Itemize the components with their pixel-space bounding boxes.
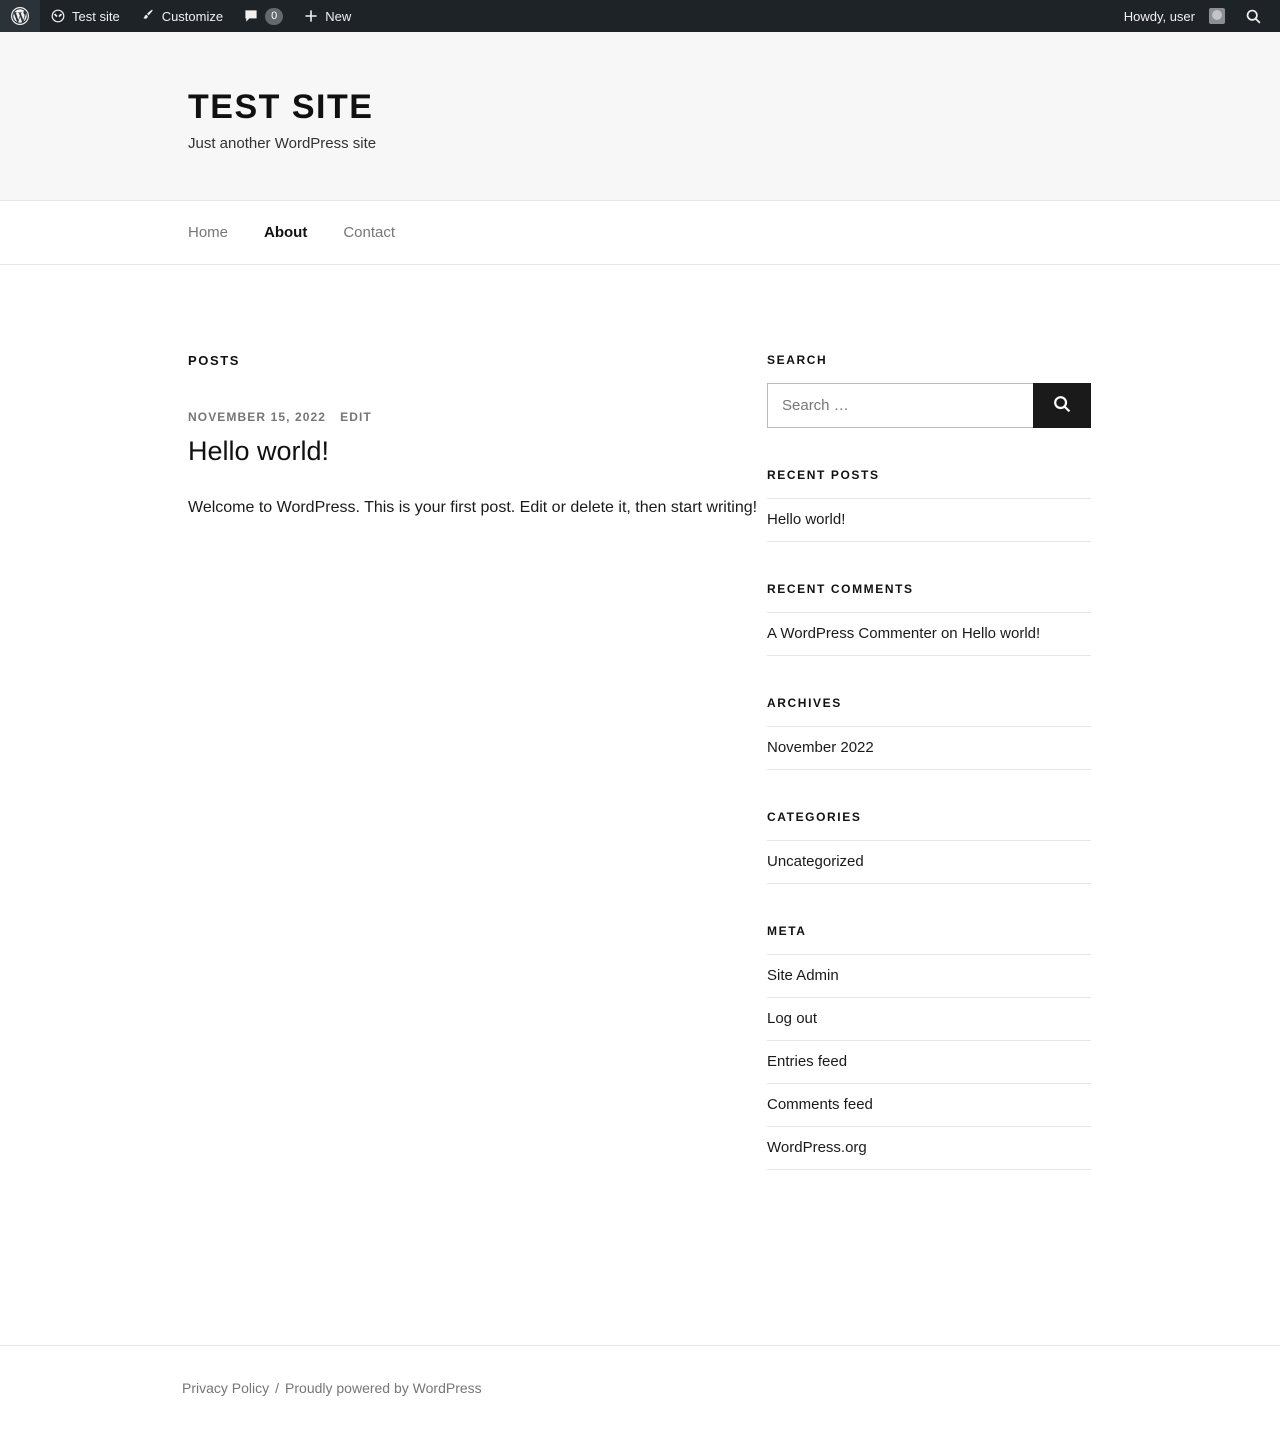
comment-bubble-icon: [243, 8, 259, 24]
user-avatar: [1209, 8, 1225, 24]
meta-link-comments-feed[interactable]: Comments feed: [767, 1096, 873, 1113]
sidebar: [767, 353, 1091, 1210]
search-icon: [1052, 394, 1072, 417]
list-item: [767, 1084, 1091, 1127]
account-menu[interactable]: [1114, 0, 1235, 32]
comments-button[interactable]: [233, 0, 293, 32]
list-item: [767, 840, 1091, 884]
admin-bar: [0, 0, 1280, 32]
widget-recent-posts: [767, 468, 1091, 542]
nav-item-about[interactable]: About: [264, 224, 308, 241]
search-icon: [1245, 8, 1262, 25]
category-link[interactable]: Uncategorized: [767, 853, 864, 870]
new-content-button[interactable]: [293, 0, 361, 32]
nav-item-contact[interactable]: Contact: [343, 224, 396, 241]
site-title[interactable]: TEST SITE: [188, 88, 374, 126]
new-label: New: [325, 8, 352, 24]
footer-separator: /: [275, 1380, 280, 1396]
post-excerpt: Welcome to WordPress. This is your first post. Edit or delete it, then start writing!: [188, 499, 758, 517]
site-description: Just another WordPress site: [188, 135, 377, 152]
site-name-menu[interactable]: [40, 0, 130, 32]
recent-posts-list: [767, 498, 1091, 542]
comment-author-link[interactable]: A WordPress Commenter: [767, 625, 937, 642]
privacy-policy-link[interactable]: Privacy Policy: [182, 1380, 270, 1396]
post-article: [188, 410, 766, 521]
post-meta: [188, 410, 766, 424]
meta-link-log-out[interactable]: Log out: [767, 1010, 818, 1027]
comment-on-text: on: [936, 625, 962, 642]
meta-list: [767, 954, 1091, 1170]
nav-item-home[interactable]: Home: [188, 224, 229, 241]
comments-count: 0: [265, 8, 283, 25]
wp-logo-menu[interactable]: [0, 0, 40, 32]
plus-icon: [303, 8, 319, 24]
search-submit-button[interactable]: [1033, 383, 1091, 428]
archives-list: [767, 726, 1091, 770]
list-item: [767, 498, 1091, 542]
site-name-label: Test site: [72, 8, 120, 24]
widget-recent-posts-title: RECENT POSTS: [767, 468, 880, 482]
widget-recent-comments-title: RECENT COMMENTS: [767, 582, 914, 596]
admin-search-button[interactable]: [1235, 0, 1272, 32]
list-item: [767, 726, 1091, 770]
howdy-label: Howdy, user: [1123, 8, 1195, 24]
widget-meta: [767, 924, 1091, 1170]
admin-bar-right: [1114, 0, 1272, 32]
post-edit-link[interactable]: EDIT: [340, 410, 372, 424]
primary-navigation: [0, 201, 1280, 265]
content-area: [0, 265, 1280, 1210]
site-header: [0, 32, 1280, 201]
widget-categories: [767, 810, 1091, 884]
categories-list: [767, 840, 1091, 884]
post-date-link[interactable]: NOVEMBER 15, 2022: [188, 410, 327, 424]
wordpress-credit-link[interactable]: Proudly powered by WordPress: [285, 1380, 482, 1396]
search-form: [767, 383, 1091, 428]
archive-link[interactable]: November 2022: [767, 739, 874, 756]
widget-archives: [767, 696, 1091, 770]
list-item: [767, 1041, 1091, 1084]
search-input[interactable]: [767, 383, 1033, 428]
dashboard-icon: [50, 8, 66, 24]
widget-search: [767, 353, 1091, 428]
list-item: [767, 998, 1091, 1041]
customize-label: Customize: [161, 8, 224, 24]
main-content: [188, 353, 766, 1210]
widget-meta-title: META: [767, 924, 807, 938]
list-item: [767, 1127, 1091, 1170]
meta-link-wordpress-org[interactable]: WordPress.org: [767, 1139, 867, 1156]
widget-archives-title: ARCHIVES: [767, 696, 842, 710]
wordpress-logo-icon: [10, 6, 30, 26]
list-item: [767, 612, 1091, 656]
meta-link-site-admin[interactable]: Site Admin: [767, 967, 839, 984]
meta-link-entries-feed[interactable]: Entries feed: [767, 1053, 848, 1070]
post-title[interactable]: Hello world!: [188, 436, 330, 466]
recent-post-link[interactable]: Hello world!: [767, 511, 846, 528]
list-item: [767, 954, 1091, 998]
site-footer: [0, 1345, 1280, 1396]
widget-recent-comments: [767, 582, 1091, 656]
comment-post-link[interactable]: Hello world!: [961, 625, 1041, 642]
recent-comments-list: [767, 612, 1091, 656]
footer-inner: [0, 1380, 1280, 1396]
posts-section-label: POSTS: [188, 353, 241, 368]
paintbrush-icon: [140, 8, 156, 24]
widget-categories-title: CATEGORIES: [767, 810, 862, 824]
customize-button[interactable]: [130, 0, 233, 32]
widget-search-title: SEARCH: [767, 353, 828, 367]
